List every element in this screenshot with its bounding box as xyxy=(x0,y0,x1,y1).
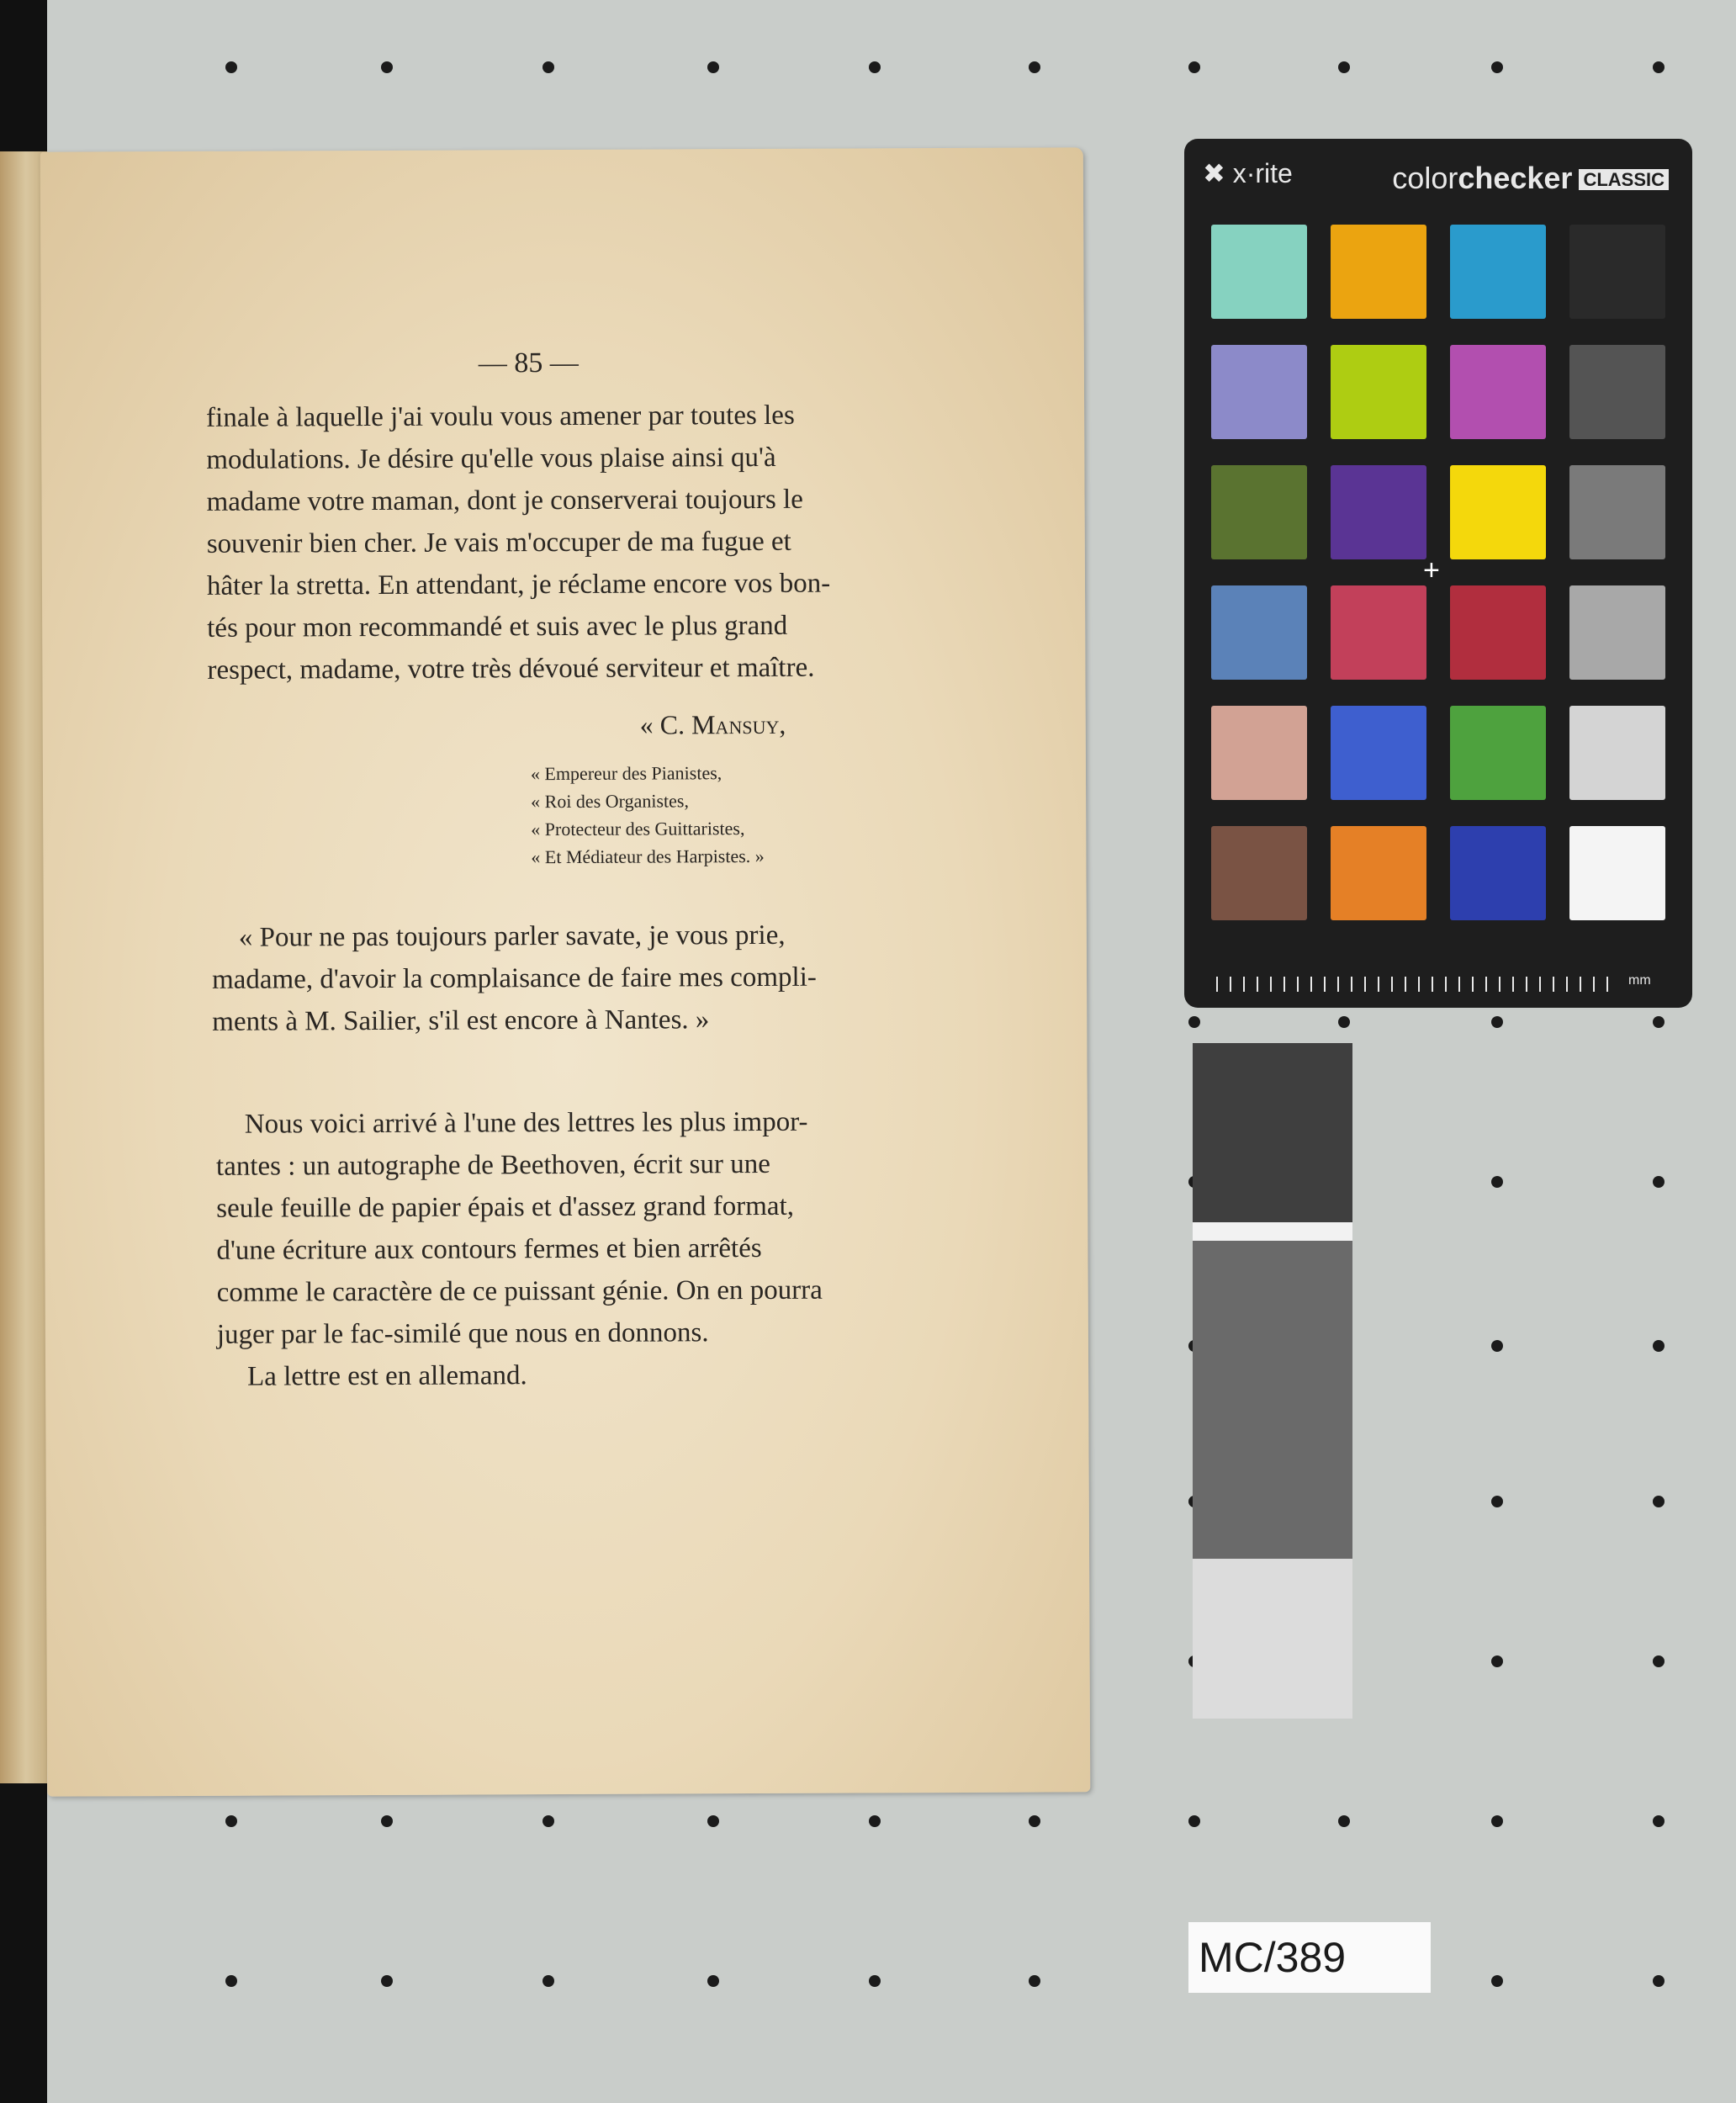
peg-hole xyxy=(1338,1016,1350,1028)
color-patch xyxy=(1331,225,1426,319)
text-line: tés pour mon recommandé et suis avec le plus grand xyxy=(207,610,788,644)
color-patch xyxy=(1450,585,1546,680)
peg-hole xyxy=(225,1975,237,1987)
text-line: modulations. Je désire qu'elle vous plaise ainsi qu'à xyxy=(206,442,776,475)
peg-hole xyxy=(1491,1496,1503,1507)
peg-hole xyxy=(869,1815,881,1827)
peg-hole xyxy=(1029,1975,1040,1987)
peg-hole xyxy=(1653,1176,1665,1188)
peg-hole xyxy=(1491,1176,1503,1188)
signature-titles xyxy=(531,759,765,871)
peg-hole xyxy=(1491,1815,1503,1827)
color-patch xyxy=(1569,706,1665,800)
color-patch xyxy=(1450,225,1546,319)
color-patch xyxy=(1569,225,1665,319)
peg-hole xyxy=(869,61,881,73)
peg-hole xyxy=(1653,1016,1665,1028)
text-line: finale à laquelle j'ai voulu vous amener par toutes les xyxy=(206,400,795,433)
peg-hole xyxy=(1653,61,1665,73)
peg-hole xyxy=(869,1975,881,1987)
peg-hole xyxy=(1338,1815,1350,1827)
shelfmark-label: MC/389 xyxy=(1188,1922,1431,1993)
book-page xyxy=(40,147,1091,1796)
title-line: « Empereur des Pianistes, xyxy=(530,762,722,785)
peg-hole xyxy=(1029,61,1040,73)
text-line: juger par le fac-similé que nous en donnons. xyxy=(216,1317,709,1350)
peg-hole xyxy=(1653,1340,1665,1352)
gray-block xyxy=(1193,1043,1352,1222)
signature-name: Mansuy, xyxy=(691,708,786,740)
text-line: seule feuille de papier épais et d'assez grand format, xyxy=(216,1190,795,1224)
peg-hole xyxy=(1491,61,1503,73)
text-line: d'une écriture aux contours fermes et bien arrêtés xyxy=(216,1232,762,1266)
crosshair-icon: + xyxy=(1423,554,1440,586)
xrite-logo: ✖ x·rite xyxy=(1203,158,1293,188)
peg-hole xyxy=(1491,1975,1503,1987)
text-line: souvenir bien cher. Je vais m'occuper de ma fugue et xyxy=(206,526,791,559)
title-line: « Et Médiateur des Harpistes. » xyxy=(531,845,765,868)
color-patch xyxy=(1331,826,1426,920)
book-spine xyxy=(0,151,47,1783)
color-patch xyxy=(1331,345,1426,439)
color-patch xyxy=(1450,345,1546,439)
text-line: hâter la stretta. En attendant, je réclame encore vos bon- xyxy=(206,568,831,601)
gray-block xyxy=(1193,1559,1352,1719)
peg-hole xyxy=(1338,61,1350,73)
text-line: respect, madame, votre très dévoué serviteur et maître. xyxy=(207,652,815,686)
color-patch xyxy=(1450,826,1546,920)
color-patch xyxy=(1211,826,1307,920)
text-line: Nous voici arrivé à l'une des lettres les plus impor- xyxy=(244,1106,808,1140)
color-patch xyxy=(1211,706,1307,800)
color-patch xyxy=(1450,706,1546,800)
peg-hole xyxy=(1491,1655,1503,1667)
signature xyxy=(640,709,786,741)
color-checker-card xyxy=(1184,139,1692,1008)
peg-hole xyxy=(1653,1975,1665,1987)
peg-hole xyxy=(707,61,719,73)
color-patch xyxy=(1331,465,1426,559)
peg-hole xyxy=(225,61,237,73)
peg-hole xyxy=(1653,1655,1665,1667)
colorchecker-logo: colorchecker CLASSIC xyxy=(1392,161,1669,196)
gray-block xyxy=(1193,1222,1352,1241)
color-patch xyxy=(1211,465,1307,559)
peg-hole xyxy=(707,1815,719,1827)
color-patch xyxy=(1569,465,1665,559)
color-patch xyxy=(1211,585,1307,680)
peg-hole xyxy=(381,61,393,73)
color-patch xyxy=(1211,345,1307,439)
color-patch xyxy=(1450,465,1546,559)
peg-hole xyxy=(225,1815,237,1827)
peg-hole xyxy=(381,1815,393,1827)
peg-hole xyxy=(1029,1815,1040,1827)
color-patch xyxy=(1569,826,1665,920)
text-line: comme le caractère de ce puissant génie. On en pourra xyxy=(216,1274,823,1308)
peg-hole xyxy=(1188,1815,1200,1827)
title-line: « Roi des Organistes, xyxy=(531,790,689,813)
peg-hole xyxy=(542,61,554,73)
peg-hole xyxy=(542,1815,554,1827)
peg-hole xyxy=(1188,1016,1200,1028)
text-line: madame votre maman, dont je conserverai toujours le xyxy=(206,484,803,517)
title-line: « Protecteur des Guittaristes, xyxy=(531,818,745,840)
text-line: tantes : un autographe de Beethoven, écrit sur une xyxy=(215,1148,770,1182)
ruler-unit: mm xyxy=(1628,973,1651,988)
peg-hole xyxy=(1491,1016,1503,1028)
peg-hole xyxy=(1188,61,1200,73)
text-line: La lettre est en allemand. xyxy=(247,1360,527,1392)
peg-hole xyxy=(1653,1815,1665,1827)
color-patch xyxy=(1569,585,1665,680)
color-patch xyxy=(1331,585,1426,680)
peg-hole xyxy=(1653,1496,1665,1507)
color-patch xyxy=(1569,345,1665,439)
peg-hole xyxy=(707,1975,719,1987)
gray-block xyxy=(1193,1241,1352,1559)
page-number: — 85 — xyxy=(478,347,579,379)
peg-hole xyxy=(381,1975,393,1987)
color-patch xyxy=(1211,225,1307,319)
peg-hole xyxy=(1491,1340,1503,1352)
ruler xyxy=(1216,977,1620,992)
text-line: « Pour ne pas toujours parler savate, je vous prie, xyxy=(238,919,786,953)
peg-hole xyxy=(542,1975,554,1987)
color-patch xyxy=(1331,706,1426,800)
signature-prefix: « C. xyxy=(639,709,685,740)
text-line: madame, d'avoir la complaisance de faire mes compli- xyxy=(211,961,817,995)
text-line: ments à M. Sailier, s'il est encore à Nantes. » xyxy=(212,1004,710,1037)
